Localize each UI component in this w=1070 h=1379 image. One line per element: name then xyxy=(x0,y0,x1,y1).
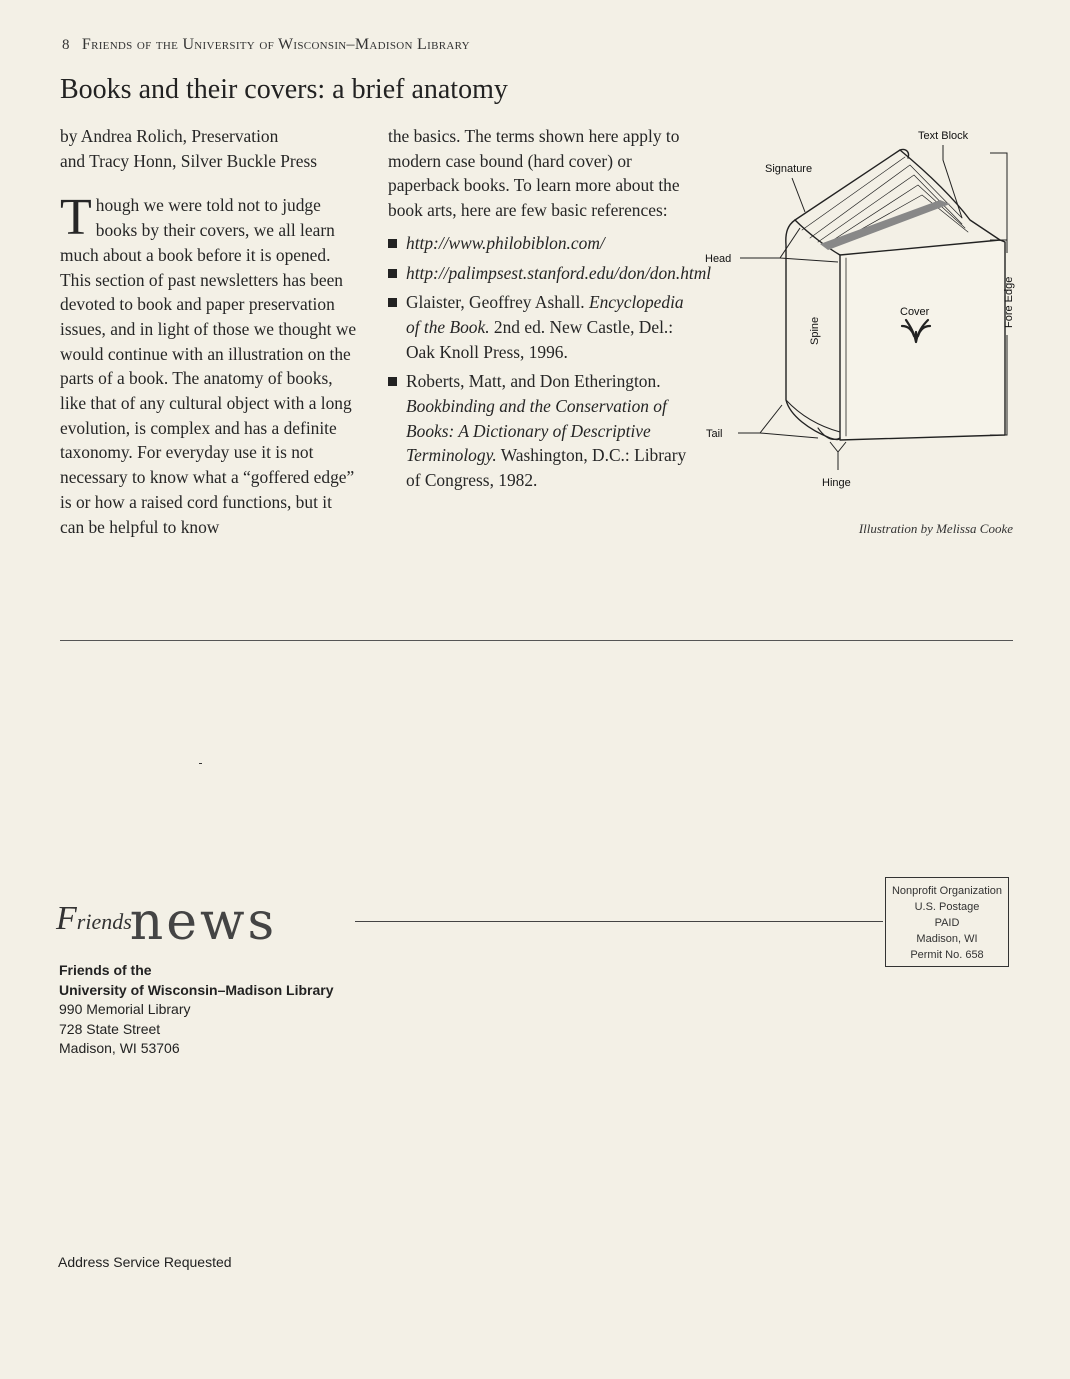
address-service-requested: Address Service Requested xyxy=(58,1254,232,1270)
postage-line: PAID xyxy=(934,917,960,929)
body-text-1: hough we were told not to judge books by their covers, we all learn much about a book before it is opened. This section of past newsletters has been devoted to book and paper preservation issues, and in light of those we thought we would continue with an illustration on the parts of a book. The anatomy of books, like that of any cultural object with a long evolution, is complex and has a definite taxonomy. For everyday use it is not necessary to know what a “goffered edge” is or how a raised cord functions, but it can be helpful to know xyxy=(60,195,357,537)
reference-author: Roberts, Matt, and Don Etherington. xyxy=(406,371,661,392)
friends-news-logo xyxy=(56,892,278,952)
postage-line: Madison, WI xyxy=(916,933,978,945)
reference-item xyxy=(388,290,688,364)
article-column-1 xyxy=(60,124,360,539)
label-hinge: Hinge xyxy=(822,477,851,489)
postage-line: Nonprofit Organization xyxy=(891,885,1003,897)
article-column-2 xyxy=(388,124,712,498)
postage-line: U.S. Postage xyxy=(914,901,980,913)
logo-news: news xyxy=(129,892,278,952)
address-line: 728 State Street xyxy=(59,1020,161,1037)
body-paragraph-1 xyxy=(60,189,360,539)
label-spine: Spine xyxy=(809,316,821,345)
body-paragraph-2: the basics. The terms shown here apply to modern case bound (hard cover) or paperback books. To learn more about the book arts, here are few basic references: xyxy=(388,126,680,221)
address-line: 990 Memorial Library xyxy=(59,1001,191,1017)
logo-friends-initial: F xyxy=(56,900,77,937)
address-line: Madison, WI 53706 xyxy=(59,1040,180,1056)
label-tail: Tail xyxy=(706,428,723,440)
running-header xyxy=(62,36,470,54)
section-divider xyxy=(60,640,1013,641)
address-name-line-1: Friends of the xyxy=(59,962,152,978)
reference-item xyxy=(388,261,712,286)
reference-list xyxy=(388,231,712,493)
label-signature: Signature xyxy=(765,163,813,175)
reference-link-palimpsest[interactable]: http://palimpsest.stanford.edu/don/don.html xyxy=(406,262,712,283)
book-drawing xyxy=(786,149,1005,440)
stray-mark xyxy=(199,763,202,764)
logo-friends xyxy=(56,900,132,937)
logo-rule xyxy=(355,921,883,922)
article-title: Books and their covers: a brief anatomy xyxy=(60,74,508,105)
reference-item xyxy=(388,369,688,493)
return-address xyxy=(59,961,334,1059)
postage-indicia xyxy=(885,877,1009,967)
label-fore-edge: Fore Edge xyxy=(1003,276,1015,328)
book-anatomy-illustration xyxy=(700,120,1030,500)
drop-cap: T xyxy=(60,189,92,247)
reference-item xyxy=(388,231,688,256)
logo-friends-rest: riends xyxy=(76,909,132,934)
label-head: Head xyxy=(705,253,732,265)
reference-link-philobiblon[interactable]: http://www.philobiblon.com/ xyxy=(406,232,605,253)
reference-title: Bookbinding and the Conservation of Books: A Dictionary of Descriptive Terminology. xyxy=(406,396,667,466)
byline xyxy=(60,124,360,173)
illustration-caption: Illustration by Melissa Cooke xyxy=(858,521,1013,536)
publication-name: Friends of the University of Wisconsin–Madison Library xyxy=(81,36,470,53)
byline-line-2: and Tracy Honn, Silver Buckle Press xyxy=(60,150,317,171)
label-text-block: Text Block xyxy=(918,130,969,142)
reference-details: 2nd ed. New Castle, Del.: Oak Knoll Press, 1996. xyxy=(406,316,674,362)
byline-line-1: by Andrea Rolich, Preservation xyxy=(60,126,279,146)
reference-title: Encyclopedia of the Book. xyxy=(406,292,684,337)
label-cover: Cover xyxy=(900,306,930,318)
reference-details: Washington, D.C.: Library of Congress, 1982. xyxy=(406,445,687,491)
page-number: 8 xyxy=(62,37,70,53)
postage-line: Permit No. 658 xyxy=(910,949,984,961)
address-name-line-2: University of Wisconsin–Madison Library xyxy=(59,981,334,998)
reference-author: Glaister, Geoffrey Ashall. xyxy=(406,292,589,313)
